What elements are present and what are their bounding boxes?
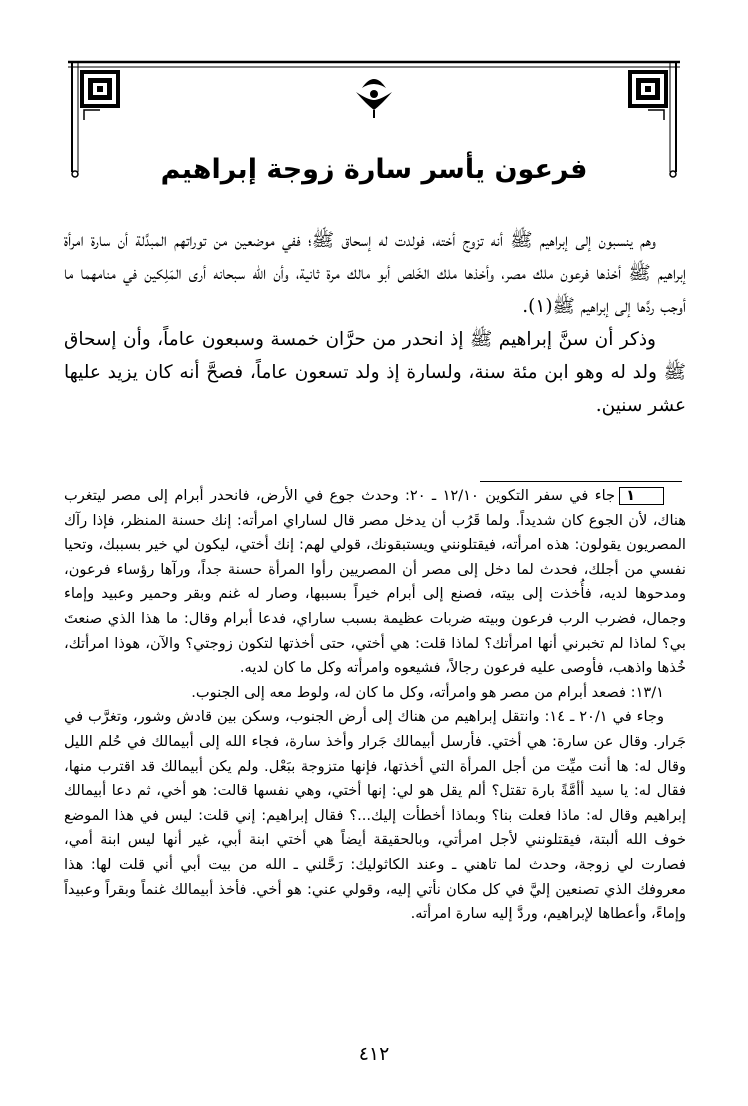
main-text: [64, 224, 686, 422]
footnote-separator: [480, 481, 682, 482]
footnote-paragraph: ١٣/١: فصعد أبرام من مصر هو وامرأته، وكل ما كان له، ولوط معه إلى الجنوب.: [191, 683, 664, 701]
page-number: ٤١٢: [358, 1043, 390, 1065]
right-corner-ornament: [628, 70, 668, 108]
footnote-marker: ١: [619, 487, 664, 505]
page-title: فرعون يأسر سارة زوجة إبراهيم: [160, 154, 588, 185]
body-paragraph: وذكر أن سنَّ إبراهيم ﷺ إذ انحدر من حرَّان خمسة وسبعون عاماً، وأن إسحاق ﷺ ولد له وهو ابن مئة سنة، ولسارة إذ ولد تسعون عاماً، فصحَّ أنه كان يزيد عليها عشر سنين.: [64, 329, 686, 416]
left-corner-ornament: [80, 70, 120, 108]
footnote-text: جاء في سفر التكوين ١٢/١٠ ـ ٢٠: وحدث جوع في الأرض، فانحدر أبرام إلى مصر ليتغرب هناك، لأن الجوع كان شديداً. ولما قَرُب أن يدخل مصر قال لساراي امرأته: إنك حسنة المنظر، فإذا رآك المصريون يقولون: هذه امرأته، فيقتلونني ويستبقونك، قولي لهم: إنك أختي، ليكون لي خير بسببك، وتحيا نفسي من أجلك، فحدث لما دخل إلى مصر أن المصريين رأوا المرأة حسنة جداً، ورآها رؤساء فرعون، ومدحوها لديه، فأُخذت إلى بيته، فصنع إلى أبرام خيراً بسببها، وصار له غنم وبقر وحمير وعبيد وإماء وجمال، فضرب الرب فرعون وبيته ضربات عظيمة بسبب ساراي، فدعا أبرام وقال: ما هذا الذي صنعتَ بي؟ لماذا لم تخبرني أنها امرأتك؟ لماذا قلت: هي أختي، حتى أخذتها لتكون زوجتي؟ والآن، هوذا امرأتك، خُذها واذهب، فأوصى عليه فرعون رجالاً، فشيعوه وامرأته وكل ما كان لديه.: [64, 487, 686, 677]
center-floral-ornament: [356, 79, 392, 118]
footnote-paragraph: وجاء في ٢٠/١ ـ ١٤: وانتقل إبراهيم من هناك إلى أرض الجنوب، وسكن بين قادش وشور، وتغرَّب في جَرار. وقال عن سارة: هي أختي. فأرسل أبيمالك جَرار وأخذ سارة، فجاء الله إلى أبيمالك في حُلم الليل وقال له: ها أنت ميِّت من أجل المرأة التي أخذتها، فإنها متزوجة ببَعْل. ولم يكن أبيمالك قد اقترب منها، فقال له: يا سيد أأمَّةً بارة تقتل؟ ألم يقل هو لي: إنها أختي، وهي نفسها قالت: هو أخي، ثم دعا أبيمالك إبراهيم وقال له: ماذا فعلت بنا؟ وبماذا أخطأت إليك...؟ فقال إبراهيم: إني قلت: ليس في هذا الموضع خوف الله ألبتة، فيقتلونني لأجل امرأتي، وبالحقيقة أيضاً هي أختي ابنة أبي، غير أنها ليس ابنة أمي، فصارت لي زوجة، وحدث لما تاهني ـ وعند الكاثوليك: رَحَّلني ـ الله من بيت أبي أني قلت لها: هذا معروفك الذي تصنعين إليَّ في كل مكان نأتي إليه، وقولي عني: هو أخي. فأخذ أبيمالك غنماً وبقراً وعبيداً وإماءً، وأعطاها لإبراهيم، وردَّ إليه سارة امرأته.: [64, 708, 686, 923]
body-paragraph: وهم ينسبون إلى إبراهيم ﷺ أنه تزوج أخته، فولدت له إسحاق ﷺ؛ ففي موضعين من توراتهم المبدَّلة أن سارة امرأة إبراهيم ﷺ أخذها فرعون ملك مصر، وأخذها ملك الخَلص أبو مالك مرة ثانية، وأن الله سبحانه أرى المَلِكين في منامهما ما أوجب ردَّها إلى إبراهيم ﷺ(١).: [64, 230, 686, 317]
footnotes: [64, 484, 686, 927]
footnote-paragraph: [64, 484, 686, 681]
